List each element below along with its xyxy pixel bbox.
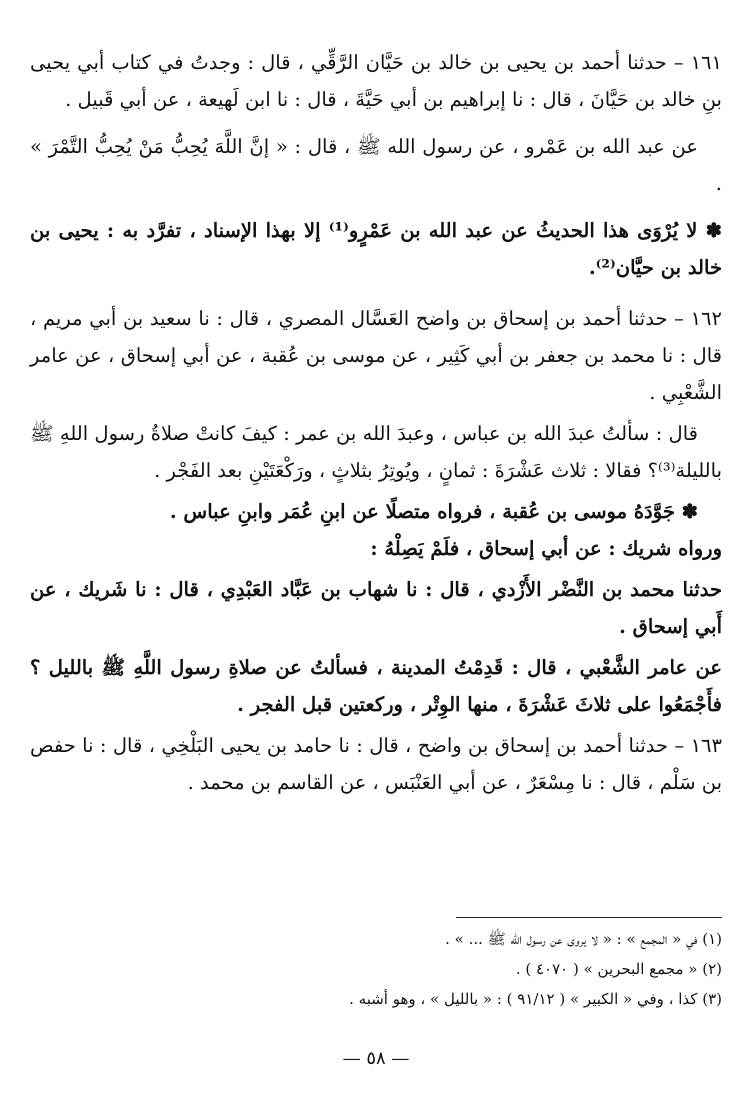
- hadith-161: ١٦١ – حدثنا أحمد بن يحيى بن خالد بن حَيَّان الرَّقِّي ، قال : وجدتُ في كتاب أبي يحيى بنِ خالد بن حَيَّانَ ، قال : نا إبراهيم بن أبي حَيَّةَ ، قال : نا ابن لَهيعة ، عن أبي قَبيل .: [30, 51, 722, 111]
- footnote-1: (١) في « المجمع » : « لا يروى عن رسول الله ﷺ ... » .: [445, 930, 722, 948]
- narration-sharik-chain: حدثنا محمد بن النَّضْر الأَزْدي ، قال : نا شهاب بن عَبَّاد العَبْدِي ، قال : نا شَريك ، عن أَبي إسحاق .: [30, 578, 722, 638]
- hadith-163: ١٦٣ – حدثنا أحمد بن إسحاق بن واضح ، قال : نا حامد بن يحيى البَلْخِي ، قال : نا حفص بن سَلْم ، قال : نا مِسْعَرٌ ، عن أبي العَنْبَس ، عن القاسم بن محمد .: [30, 734, 722, 794]
- commentary-161: ✽ لا يُرْوَى هذا الحديثُ عن عبد الله بن عَمْرٍو⁽¹⁾ إلا بهذا الإسناد ، تفرَّد به : يحيى بن خالد بن حيَّان⁽²⁾.: [30, 219, 722, 279]
- commentary-162: ✽ جَوَّدَهُ موسى بن عُقبة ، فرواه متصلًا عن ابنِ عُمَر وابنِ عباس .: [169, 500, 698, 523]
- narration-sharik-intro: ورواه شريك : عن أبي إسحاق ، فلَمْ يَصِلْهُ :: [370, 537, 722, 560]
- footnotes: [30, 924, 722, 1014]
- hadith-161-text: عن عبد الله بن عَمْرو ، عن رسول الله ﷺ ، قال : « إنَّ اللَّهَ يُحِبُّ مَنْ يُحِبُّ التَّمْرَ » .: [30, 135, 722, 195]
- footnote-3: (٣) كذا ، وفي « الكبير » ( ٩١/١٢ ) : « بالليل » ، وهو أشبه .: [349, 990, 722, 1008]
- narration-sharik-text: عن عامر الشَّعْبي ، قال : قَدِمْتُ المدينة ، فسألتُ عن صلاةِ رسول اللَّهِ ﷺ بالليل ؟ فأَجْمَعُوا على ثلاثَ عَشْرَةَ ، منها الوِتْر ، وركعتين قبل الفجر .: [30, 656, 722, 716]
- main-text: [30, 44, 722, 801]
- footnote-divider: [456, 917, 722, 918]
- footnote-2: (٢) « مجمع البحرين » ( ٤٠٧٠ ) .: [515, 960, 722, 978]
- page-number: — ٥٨ —: [342, 1048, 410, 1069]
- hadith-162-text: قال : سألتُ عبدَ الله بن عباس ، وعبدَ الله بن عمر : كيفَ كانتْ صلاةُ رسول اللهِ ﷺ بالليلة⁽³⁾؟ فقالا : ثلاث عَشْرَةَ : ثمانٍ ، ويُوتِرُ بثلاثٍ ، ورَكْعَتَيْنِ بعد الفَجْر .: [30, 422, 722, 482]
- hadith-162: ١٦٢ – حدثنا أحمد بن إسحاق بن واضح العَسَّال المصري ، قال : نا سعيد بن أبي مريم ، قال : نا محمد بن جعفر بن أبي كَثِير ، عن موسى بن عُقبة ، عن أبي إسحاق ، عن عامر الشَّعْبِي .: [30, 307, 722, 404]
